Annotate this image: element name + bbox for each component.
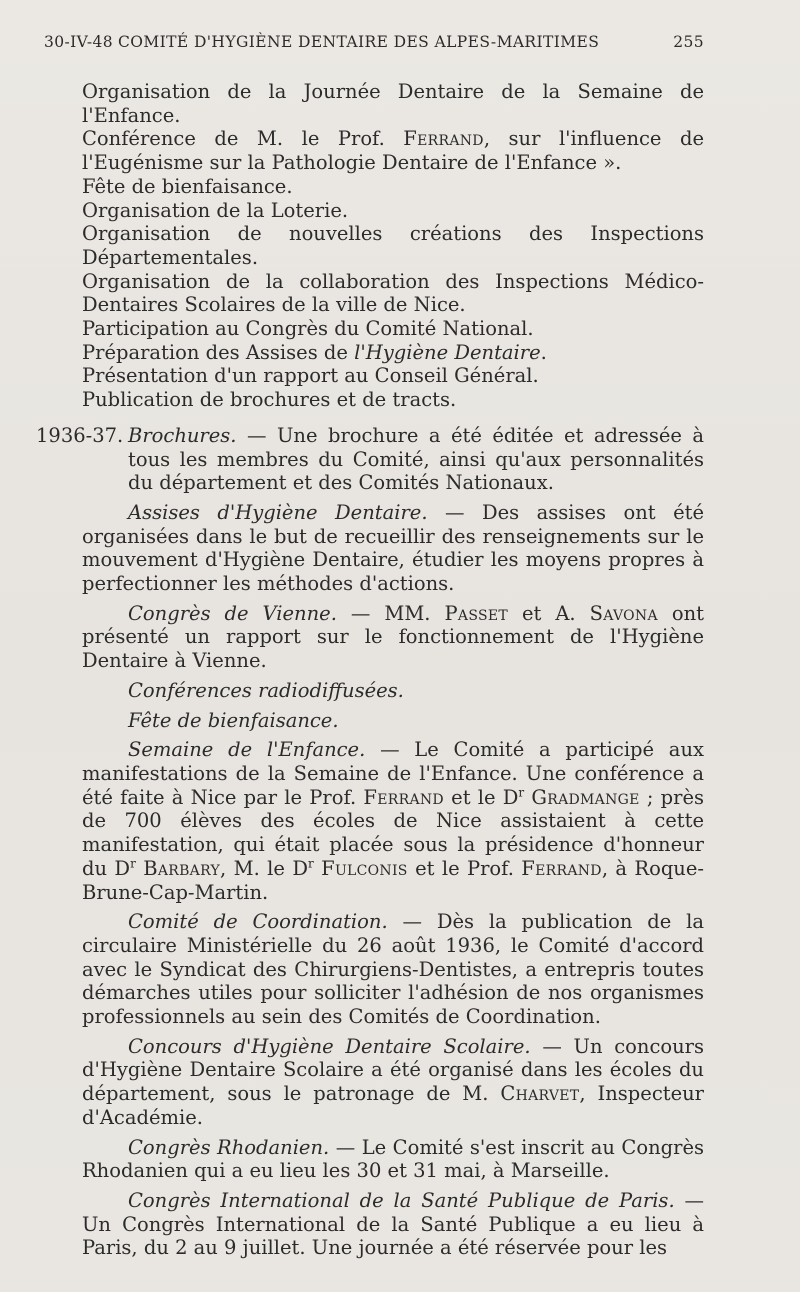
- paragraph-heading: Semaine de l'Enfance.: [128, 738, 366, 762]
- paragraph: [82, 1035, 704, 1130]
- paragraph: [82, 424, 704, 495]
- paragraph-heading: Fête de bienfaisance.: [128, 708, 339, 732]
- paragraph-heading: Congrès Rhodanien.: [128, 1135, 330, 1159]
- page-number: 255: [673, 33, 704, 51]
- header-title: COMITÉ D'HYGIÈNE DENTAIRE DES ALPES-MARITIMES: [118, 33, 600, 51]
- list-item: Publication de brochures et de tracts.: [82, 388, 457, 412]
- list-item: Conférence de M. le Prof. Ferrand, sur l'influence de l'Eugénisme sur la Pathologie Dentaire de l'Enfance ».: [82, 127, 704, 175]
- activity-list: [82, 80, 704, 412]
- paragraph-text: — Des assises ont été organisées dans le but de recueillir des renseignements sur le mouvement d'Hygiène Dentaire, étudier les moyens propres à perfectionner les méthodes d'actions.: [82, 500, 705, 596]
- list-item: Organisation de la Loterie.: [82, 198, 349, 222]
- list-item: Fête de bienfaisance.: [82, 174, 293, 198]
- year-label: 1936-37.: [36, 423, 124, 447]
- header-date: 30-IV-48: [44, 33, 114, 51]
- list-item: Préparation des Assises de l'Hygiène Dentaire.: [82, 340, 547, 364]
- year-section: [36, 423, 705, 1260]
- paragraph: [82, 679, 704, 703]
- paragraph-text: — Le Comité a participé aux manifestations de la Semaine de l'Enfance. Une conférence a été faite à Nice par le Prof. Ferrand et le $D^r$ Gradmange ; près de 700 élèves des écoles de Nice assistaient à cette manifestation, qui était placée sous la présidence d'honneur du $D^r$ Barbary, M. le $D^r$ Fulconis et le Prof. Ferrand, à Roque-Brune-Cap-Martin.: [82, 738, 704, 904]
- paragraph-text: — Une brochure a été éditée et adressée à tous les membres du Comité, ainsi qu'aux personnalités du département et des Comités Nationaux.: [128, 423, 705, 495]
- paragraph-heading: Conférences radiodiffusées.: [128, 678, 404, 702]
- paragraph-heading: Congrès International de la Santé Publique de Paris.: [128, 1188, 675, 1212]
- list-item: Participation au Congrès du Comité National.: [82, 317, 534, 341]
- paragraph-heading: Concours d'Hygiène Dentaire Scolaire.: [128, 1034, 531, 1058]
- paragraph-text: — Le Comité s'est inscrit au Congrès Rhodanien qui a eu lieu les 30 et 31 mai, à Marseille.: [82, 1135, 704, 1183]
- paragraph: [82, 709, 704, 733]
- paragraph-heading: Brochures.: [128, 423, 237, 447]
- list-item: Organisation de nouvelles créations des Inspections Départementales.: [82, 222, 704, 269]
- paragraph-text: — Dès la publication de la circulaire Ministérielle du 26 août 1936, le Comité d'accord avec le Syndicat des Chirurgiens-Dentistes, a entrepris toutes démarches utiles pour solliciter l'adhésion de nos organismes professionnels au sein des Comités de Coordination.: [82, 910, 705, 1029]
- paragraph-text: — Un concours d'Hygiène Dentaire Scolaire a été organisé dans les écoles du département, sous le patronage de M. Charvet, Inspecteur d'Académie.: [82, 1034, 704, 1129]
- paragraph: [82, 1136, 704, 1183]
- paragraph-text: — MM. Passet et A. Savona ont présenté un rapport sur le fonctionnement de l'Hygiène Dentaire à Vienne.: [82, 601, 704, 673]
- paragraph: [82, 602, 704, 673]
- paragraph-heading: Assises d'Hygiène Dentaire.: [128, 500, 428, 524]
- year-paragraphs: [82, 424, 704, 1260]
- list-item: Organisation de la Journée Dentaire de la Semaine de l'Enfance.: [82, 80, 704, 127]
- list-item: Organisation de la collaboration des Inspections Médico-Dentaires Scolaires de la ville de Nice.: [82, 269, 704, 317]
- list-item: Présentation d'un rapport au Conseil Général.: [82, 364, 539, 388]
- paragraph: [82, 738, 704, 904]
- paragraph: [82, 910, 704, 1029]
- paragraph: [82, 501, 704, 596]
- paragraph-heading: Congrès de Vienne.: [128, 601, 337, 625]
- page-body: [36, 80, 705, 1260]
- paragraph-heading: Comité de Coordination.: [128, 910, 388, 934]
- paragraph: [82, 1189, 704, 1260]
- paragraph-text: — Un Congrès International de la Santé Publique a eu lieu à Paris, du 2 au 9 juillet. Une journée a été réservée pour les: [82, 1188, 704, 1260]
